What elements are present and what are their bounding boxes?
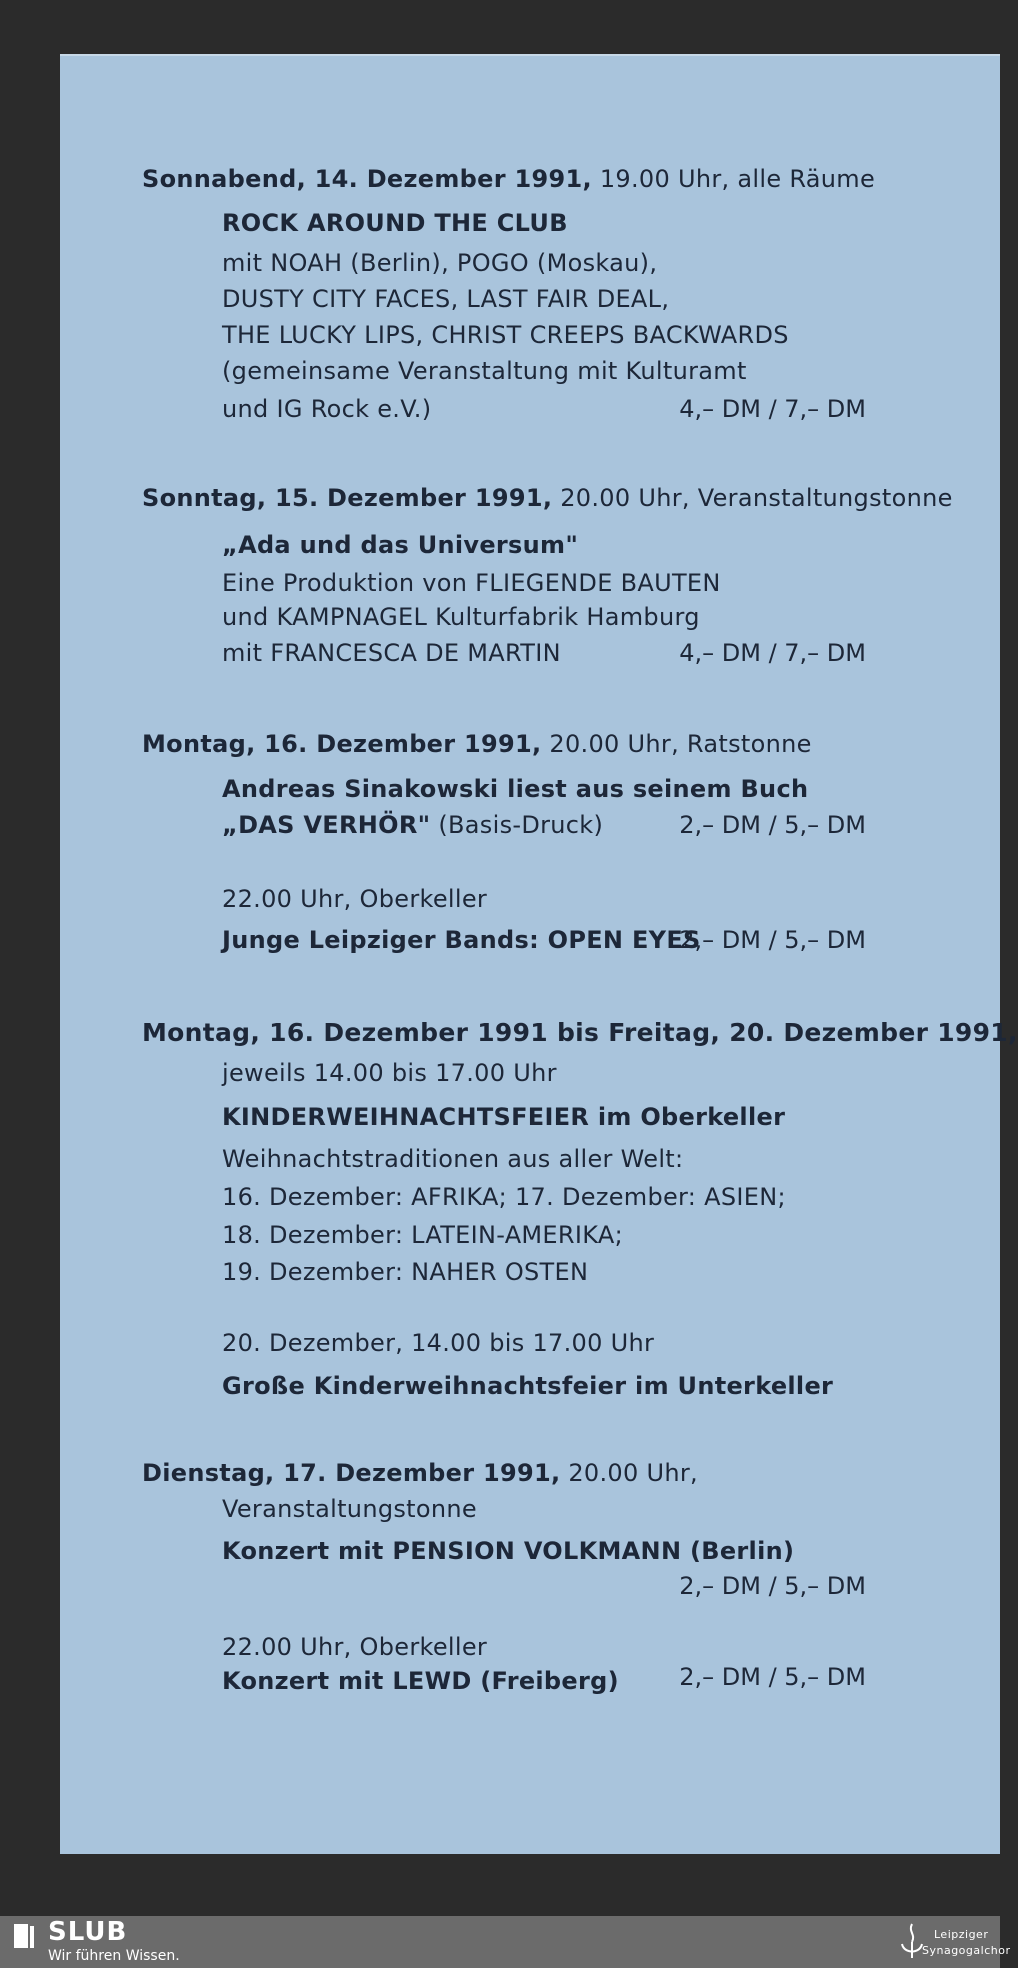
slub-brand[interactable]: SLUB bbox=[48, 1917, 128, 1947]
event-2-date: Sonntag, 15. Dezember 1991, 20.00 Uhr, Veranstaltungstonne bbox=[142, 484, 953, 512]
event-2-price: 4,– DM / 7,– DM bbox=[679, 639, 866, 667]
event-4-line: 18. Dezember: LATEIN-AMERIKA; bbox=[222, 1221, 623, 1249]
event-1-line: THE LUCKY LIPS, CHRIST CREEPS BACKWARDS bbox=[222, 321, 789, 349]
event-4-line: Weihnachtstraditionen aus aller Welt: bbox=[222, 1145, 684, 1173]
event-4-line: 16. Dezember: AFRIKA; 17. Dezember: ASIEN; bbox=[222, 1183, 786, 1211]
event-3-title: Andreas Sinakowski liest aus seinem Buch bbox=[222, 775, 809, 803]
event-3-sub-title: Junge Leipziger Bands: OPEN EYES bbox=[222, 926, 701, 954]
event-1-date: Sonnabend, 14. Dezember 1991, 19.00 Uhr, alle Räume bbox=[142, 165, 876, 193]
partner-name-line1: Leipziger bbox=[934, 1928, 989, 1941]
event-2-title: „Ada und das Universum" bbox=[222, 531, 579, 559]
event-3-price: 2,– DM / 5,– DM bbox=[679, 811, 866, 839]
event-1-price: 4,– DM / 7,– DM bbox=[679, 395, 866, 423]
event-5-sub-price: 2,– DM / 5,– DM bbox=[679, 1663, 866, 1691]
event-5-title: Konzert mit PENSION VOLKMANN (Berlin) bbox=[222, 1537, 795, 1565]
event-3-sub-price: 2,– DM / 5,– DM bbox=[679, 926, 866, 954]
event-4-sub-time: 20. Dezember, 14.00 bis 17.00 Uhr bbox=[222, 1329, 655, 1357]
event-4-time: jeweils 14.00 bis 17.00 Uhr bbox=[222, 1059, 557, 1087]
event-1-title: ROCK AROUND THE CLUB bbox=[222, 209, 568, 237]
event-1-line: und IG Rock e.V.) bbox=[222, 395, 432, 423]
event-1-line: (gemeinsame Veranstaltung mit Kulturamt bbox=[222, 357, 747, 385]
event-4-line: 19. Dezember: NAHER OSTEN bbox=[222, 1258, 589, 1286]
event-2-line: und KAMPNAGEL Kulturfabrik Hamburg bbox=[222, 603, 700, 631]
event-5-sub-title: Konzert mit LEWD (Freiberg) bbox=[222, 1667, 619, 1695]
event-1-line: mit NOAH (Berlin), POGO (Moskau), bbox=[222, 249, 658, 277]
event-4-date: Montag, 16. Dezember 1991 bis Freitag, 20. Dezember 1991, bbox=[142, 1018, 1018, 1047]
paper-edge bbox=[60, 54, 1000, 56]
event-1-line: DUSTY CITY FACES, LAST FAIR DEAL, bbox=[222, 285, 670, 313]
event-2-line: mit FRANCESCA DE MARTIN bbox=[222, 639, 561, 667]
event-2-line: Eine Produktion von FLIEGENDE BAUTEN bbox=[222, 569, 721, 597]
event-4-title: KINDERWEIHNACHTSFEIER im Oberkeller bbox=[222, 1103, 786, 1131]
partner-name-line2: Synagogalchor bbox=[922, 1944, 1011, 1957]
event-5-price: 2,– DM / 5,– DM bbox=[679, 1572, 866, 1600]
event-3-line: „DAS VERHÖR" (Basis-Druck) bbox=[222, 811, 604, 839]
event-3-sub-time: 22.00 Uhr, Oberkeller bbox=[222, 885, 488, 913]
slub-tagline: Wir führen Wissen. bbox=[48, 1948, 180, 1964]
event-4-sub-title: Große Kinderweihnachtsfeier im Unterkeller bbox=[222, 1372, 834, 1400]
event-5-sub-time: 22.00 Uhr, Oberkeller bbox=[222, 1633, 488, 1661]
slub-logo-icon bbox=[12, 1922, 36, 1952]
event-5-date: Dienstag, 17. Dezember 1991, 20.00 Uhr, bbox=[142, 1459, 698, 1487]
event-3-date: Montag, 16. Dezember 1991, 20.00 Uhr, Ratstonne bbox=[142, 730, 812, 758]
event-5-venue: Veranstaltungstonne bbox=[222, 1495, 477, 1523]
